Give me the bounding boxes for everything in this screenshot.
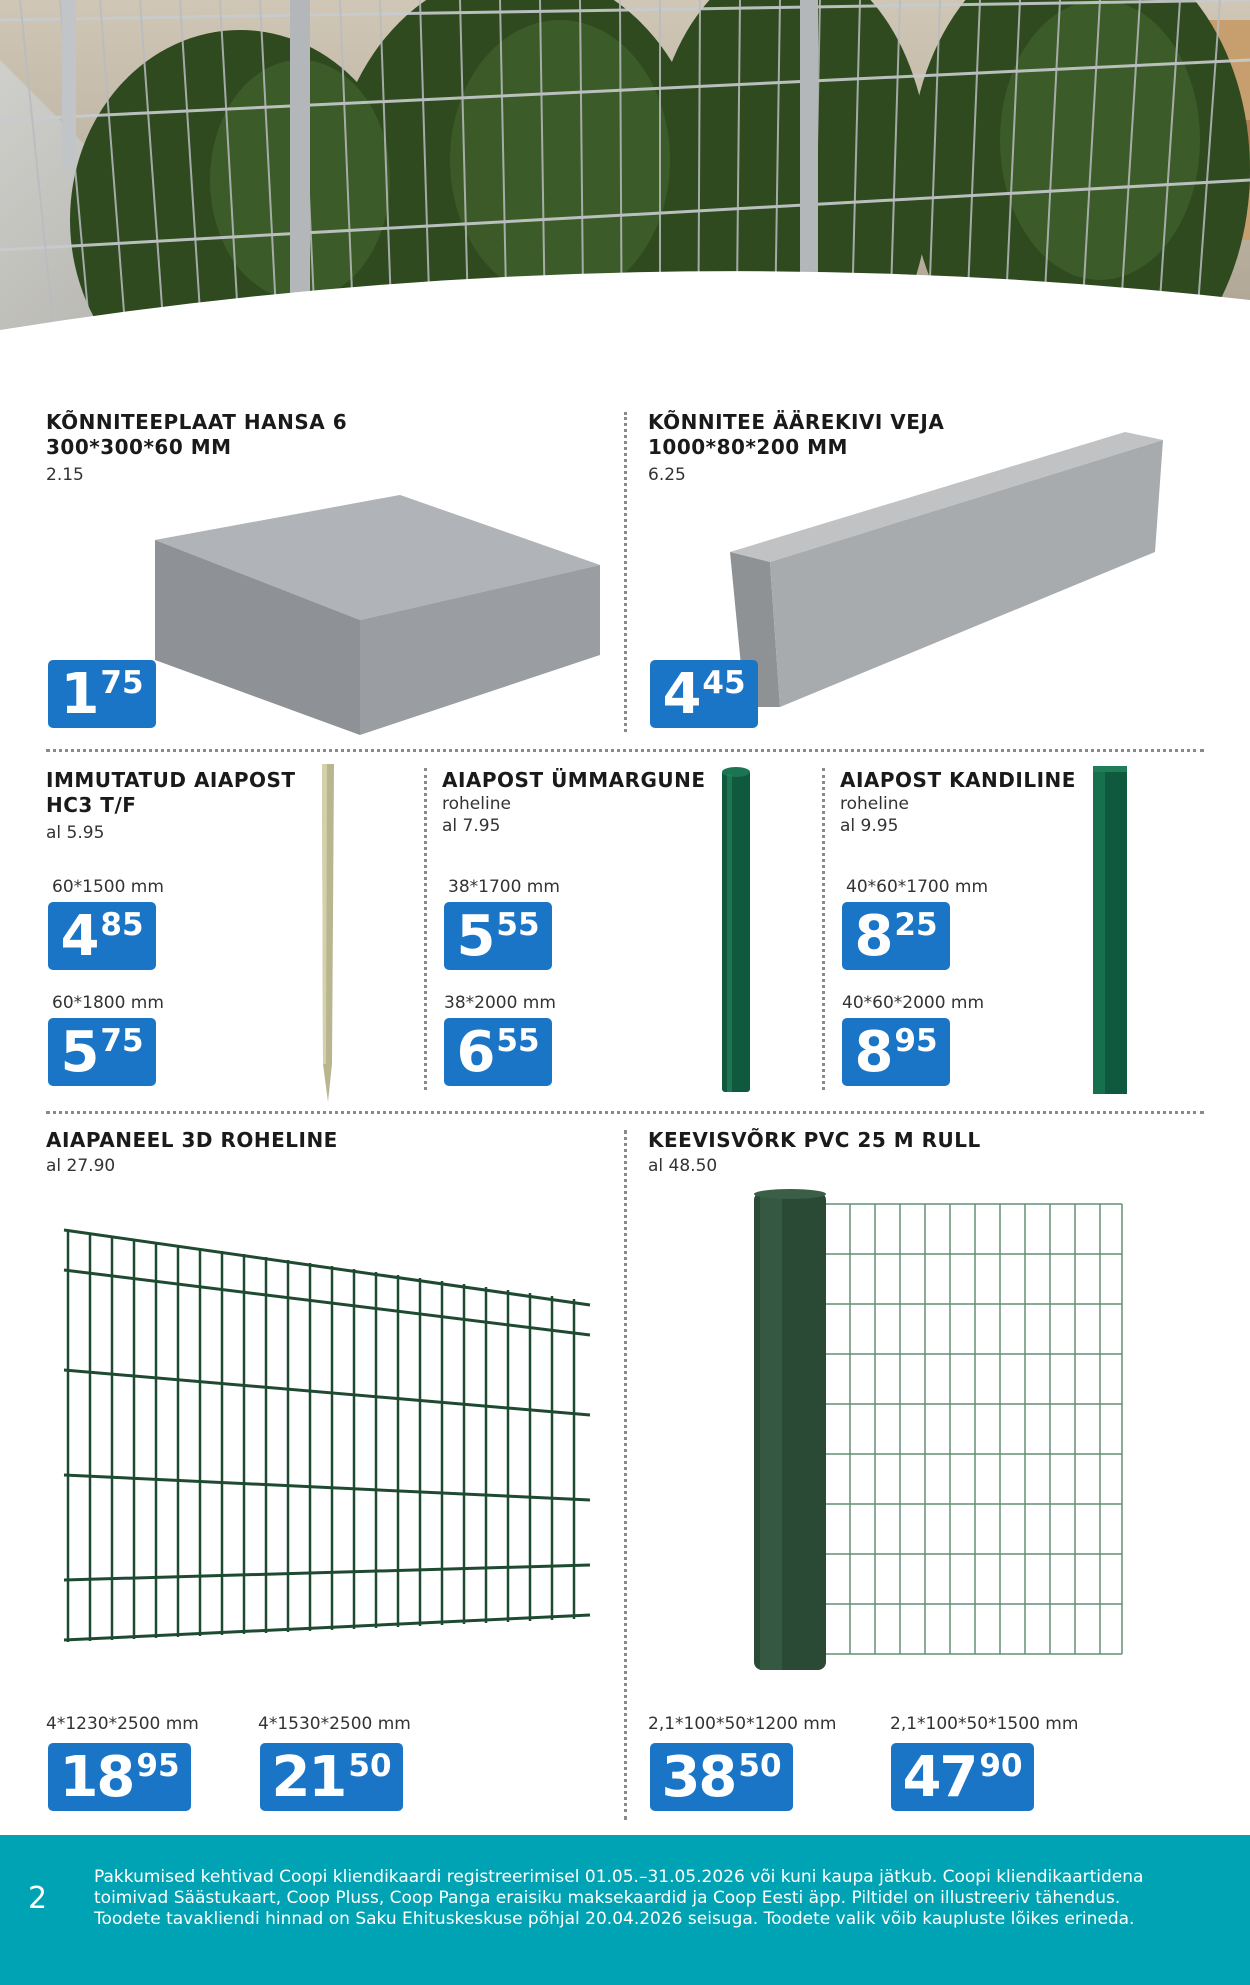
price-tag bbox=[842, 1018, 950, 1086]
product-title: KÕNNITEE ÄÄREKIVI VEJA bbox=[648, 410, 945, 434]
price-tag bbox=[48, 660, 156, 728]
price-tag bbox=[891, 1743, 1034, 1811]
product-title-dimensions: 1000*80*200 MM bbox=[648, 435, 848, 459]
price-tag bbox=[444, 1018, 552, 1086]
curb-stone-image bbox=[725, 432, 1165, 712]
footer bbox=[0, 1835, 1250, 1985]
product-title: IMMUTATUD AIAPOST bbox=[46, 768, 296, 792]
divider-vertical-4 bbox=[624, 1130, 627, 1820]
footer-disclaimer bbox=[94, 1867, 1214, 1930]
price-main: 4 bbox=[662, 662, 700, 727]
variant-size: 4*1230*2500 mm bbox=[46, 1714, 199, 1734]
price-cents: 75 bbox=[100, 665, 144, 701]
price-cents: 25 bbox=[894, 907, 938, 943]
footer-line: Pakkumised kehtivad Coopi kliendikaardi registreerimisel 01.05.–31.05.2026 või kuni kaupa jätkub. Coopi kliendikaartidena bbox=[94, 1867, 1144, 1887]
price-main: 5 bbox=[60, 1020, 98, 1085]
price-tag bbox=[842, 902, 950, 970]
product-square-post bbox=[840, 768, 1210, 837]
product-title: AIAPOST KANDILINE bbox=[840, 768, 1076, 792]
product-paving-slab bbox=[46, 410, 606, 486]
regular-price: al 5.95 bbox=[46, 823, 105, 843]
price-main: 8 bbox=[854, 1020, 892, 1085]
price-tag bbox=[650, 660, 758, 728]
product-title-code: HC3 T/F bbox=[46, 793, 137, 817]
price-cents: 50 bbox=[738, 1748, 782, 1784]
regular-price: al 7.95 bbox=[442, 816, 501, 836]
price-tag bbox=[48, 1743, 191, 1811]
price-main: 21 bbox=[271, 1745, 346, 1810]
price-tag bbox=[48, 902, 156, 970]
round-green-post-image bbox=[718, 766, 754, 1096]
price-cents: 75 bbox=[100, 1023, 144, 1059]
regular-price: al 48.50 bbox=[648, 1156, 718, 1176]
variant-size: 60*1800 mm bbox=[52, 993, 164, 1013]
product-welded-mesh bbox=[648, 1128, 1208, 1177]
price-cents: 85 bbox=[100, 907, 144, 943]
product-title: AIAPANEEL 3D ROHELINE bbox=[46, 1128, 338, 1152]
price-main: 5 bbox=[456, 904, 494, 969]
variant-size: 4*1530*2500 mm bbox=[258, 1714, 411, 1734]
price-main: 38 bbox=[661, 1745, 736, 1810]
product-title: KEEVISVÕRK PVC 25 M RULL bbox=[648, 1128, 981, 1152]
product-round-post bbox=[442, 768, 812, 837]
regular-price: 2.15 bbox=[46, 465, 84, 485]
price-tag bbox=[444, 902, 552, 970]
divider-vertical-1 bbox=[624, 412, 627, 732]
hero-fence-photo bbox=[0, 0, 1250, 390]
divider-horizontal-1 bbox=[46, 749, 1204, 752]
product-impregnated-post bbox=[46, 768, 416, 844]
footer-line: toimivad Säästukaart, Coop Pluss, Coop Panga eraisiku maksekaardid ja Coop Eesti äpp. Piltidel on illustreeriv tähendus. bbox=[94, 1888, 1121, 1908]
price-cents: 55 bbox=[496, 1023, 540, 1059]
price-tag bbox=[650, 1743, 793, 1811]
divider-vertical-2 bbox=[424, 768, 427, 1090]
price-tag bbox=[48, 1018, 156, 1086]
divider-vertical-3 bbox=[822, 768, 825, 1090]
square-green-post-image bbox=[1090, 764, 1130, 1098]
price-main: 8 bbox=[854, 904, 892, 969]
price-main: 4 bbox=[60, 904, 98, 969]
variant-size: 60*1500 mm bbox=[52, 877, 164, 897]
variant-size: 2,1*100*50*1500 mm bbox=[890, 1714, 1079, 1734]
price-cents: 95 bbox=[136, 1748, 180, 1784]
variant-size: 40*60*1700 mm bbox=[846, 877, 989, 897]
product-title: AIAPOST ÜMMARGUNE bbox=[442, 768, 706, 792]
product-title: KÕNNITEEPLAAT HANSA 6 bbox=[46, 410, 348, 434]
variant-size: 38*2000 mm bbox=[444, 993, 556, 1013]
price-cents: 45 bbox=[702, 665, 746, 701]
price-cents: 95 bbox=[894, 1023, 938, 1059]
price-tag bbox=[260, 1743, 403, 1811]
regular-price: al 27.90 bbox=[46, 1156, 116, 1176]
product-color: roheline bbox=[840, 794, 909, 814]
product-title-dimensions: 300*300*60 MM bbox=[46, 435, 232, 459]
welded-mesh-roll-image bbox=[750, 1188, 1125, 1673]
fence-panel-image bbox=[60, 1220, 595, 1660]
paving-slab-image bbox=[150, 495, 605, 735]
price-main: 6 bbox=[456, 1020, 494, 1085]
product-color: roheline bbox=[442, 794, 511, 814]
price-main: 1 bbox=[60, 662, 98, 727]
variant-size: 40*60*2000 mm bbox=[842, 993, 985, 1013]
divider-horizontal-2 bbox=[46, 1111, 1204, 1114]
variant-size: 2,1*100*50*1200 mm bbox=[648, 1714, 837, 1734]
page-number: 2 bbox=[28, 1881, 48, 1916]
regular-price: al 9.95 bbox=[840, 816, 899, 836]
price-cents: 50 bbox=[348, 1748, 392, 1784]
variant-size: 38*1700 mm bbox=[448, 877, 560, 897]
price-cents: 90 bbox=[979, 1748, 1023, 1784]
regular-price: 6.25 bbox=[648, 465, 686, 485]
wooden-post-image bbox=[300, 764, 340, 1104]
price-main: 18 bbox=[59, 1745, 134, 1810]
footer-line: Toodete tavakliendi hinnad on Saku Ehituskeskuse põhjal 20.04.2026 seisuga. Toodete valik võib kaupluste lõikes erineda. bbox=[94, 1909, 1135, 1929]
price-main: 47 bbox=[902, 1745, 977, 1810]
product-fence-panel bbox=[46, 1128, 606, 1177]
price-cents: 55 bbox=[496, 907, 540, 943]
